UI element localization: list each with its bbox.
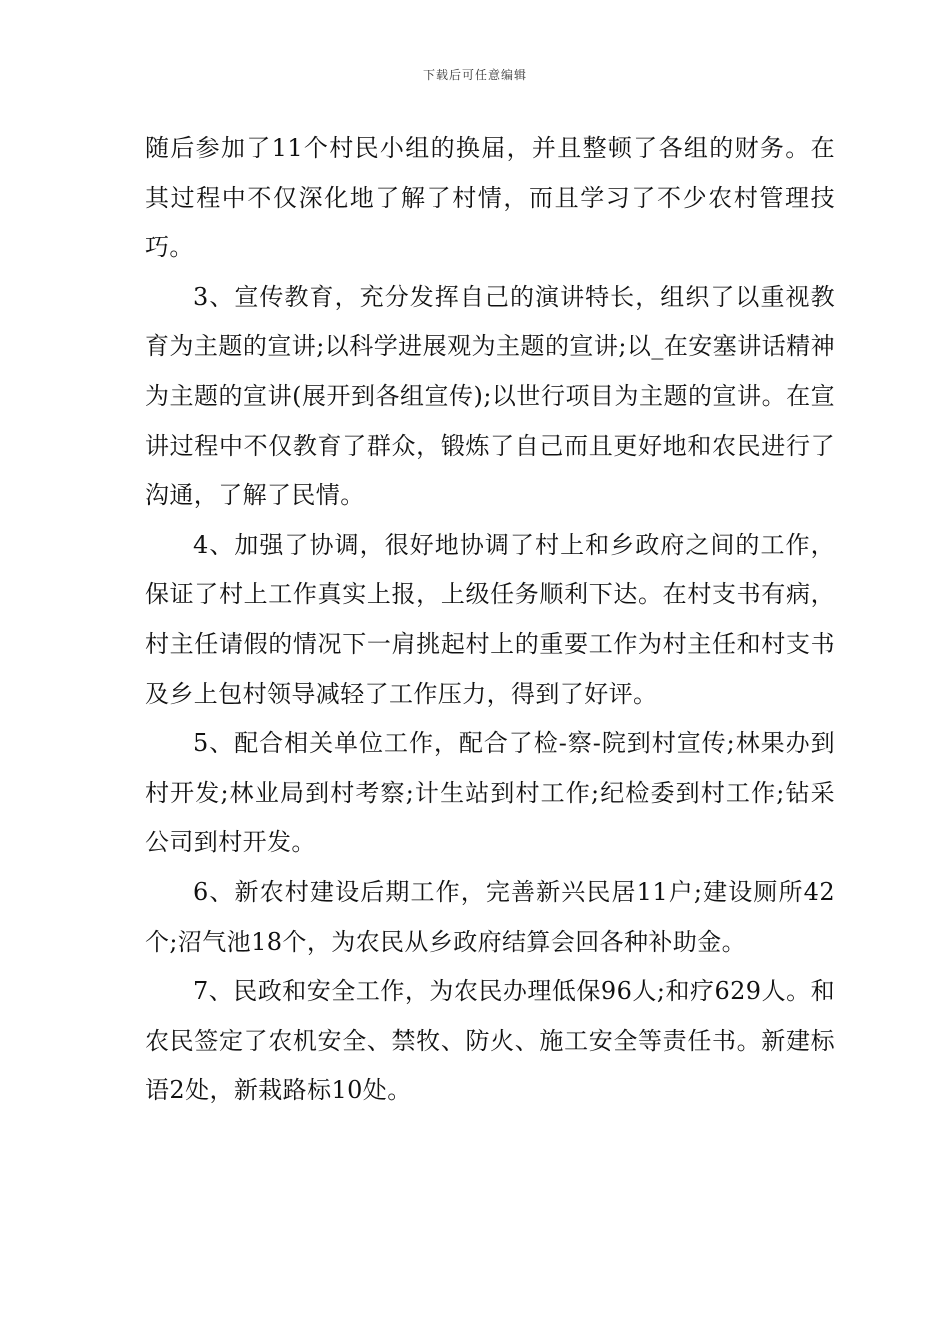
paragraph-item-7: 7、民政和安全工作，为农民办理低保96人;和疗629人。和农民签定了农机安全、禁牧、防火、施工安全等责任书。新建标语2处，新栽路标10处。 — [145, 977, 835, 1105]
paragraph-item-5: 5、配合相关单位工作，配合了检-察-院到村宣传;林果办到村开发;林业局到村考察;计生站到村工作;纪检委到村工作;钻采公司到村开发。 — [145, 729, 835, 857]
document-body — [145, 124, 835, 1116]
paragraph-item-3: 3、宣传教育，充分发挥自己的演讲特长，组织了以重视教育为主题的宣讲;以科学进展观为主题的宣讲;以_在安塞讲话精神为主题的宣讲(展开到各组宣传);以世行项目为主题的宣讲。在宣讲过程中不仅教育了群众，锻炼了自己而且更好地和农民进行了沟通，了解了民情。 — [145, 282, 835, 510]
page-header: 下载后可任意编辑 — [422, 68, 527, 82]
paragraph-item-6: 6、新农村建设后期工作，完善新兴民居11户;建设厕所42个;沼气池18个，为农民从乡政府结算会回各种补助金。 — [145, 877, 835, 956]
paragraph-item-4: 4、加强了协调，很好地协调了村上和乡政府之间的工作，保证了村上工作真实上报，上级任务顺利下达。在村支书有病，村主任请假的情况下一肩挑起村上的重要工作为村主任和村支书及乡上包村领导减轻了工作压力，得到了好评。 — [145, 530, 835, 708]
paragraph-continuation: 随后参加了11个村民小组的换届，并且整顿了各组的财务。在其过程中不仅深化地了解了村情，而且学习了不少农村管理技巧。 — [145, 134, 835, 262]
